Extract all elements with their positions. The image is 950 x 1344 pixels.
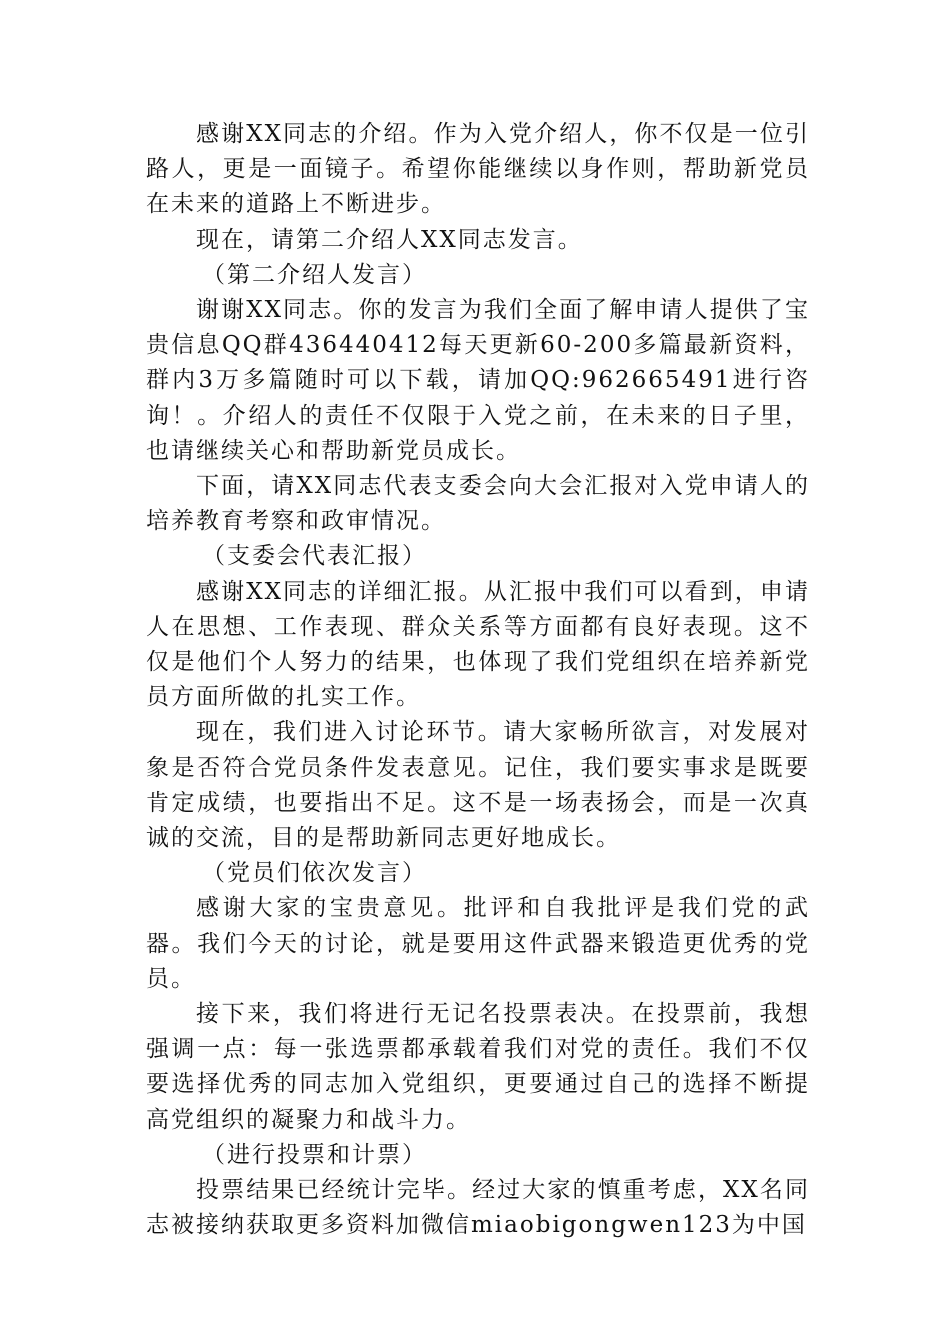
paragraph-vote-result: 投票结果已经统计完毕。经过大家的慎重考虑，XX名同志被接纳获取更多资料加微信miaobigongwen123为中国 (146, 1177, 810, 1239)
stage-direction-members-speak: （党员们依次发言） (202, 860, 427, 887)
stage-direction-voting: （进行投票和计票） (202, 1141, 427, 1168)
paragraph-invite-second-introducer: 现在，请第二介绍人XX同志发言。 (196, 226, 583, 253)
document-body (146, 117, 810, 1244)
stage-direction-committee-report: （支委会代表汇报） (202, 543, 427, 570)
paragraph-thanks-second-introducer: 谢谢XX同志。你的发言为我们全面了解申请人提供了宝贵信息QQ群436440412每天更新60-200多篇最新资料，群内3万多篇随时可以下载，请加QQ:962665491进行咨询！。介绍人的责任不仅限于入党之前，在未来的日子里，也请继续关心和帮助新党员成长。 (146, 297, 810, 464)
paragraph-thanks-introduction: 感谢XX同志的介绍。作为入党介绍人，你不仅是一位引路人，更是一面镜子。希望你能继续以身作则，帮助新党员在未来的道路上不断进步。 (146, 121, 810, 218)
paragraph-invite-committee-report: 下面，请XX同志代表支委会向大会汇报对入党申请人的培养教育考察和政审情况。 (146, 473, 810, 535)
paragraph-discussion: 现在，我们进入讨论环节。请大家畅所欲言，对发展对象是否符合党员条件发表意见。记住，我们要实事求是既要肯定成绩，也要指出不足。这不是一场表扬会，而是一次真诚的交流，目的是帮助新同志更好地成长。 (146, 719, 810, 852)
paragraph-voting: 接下来，我们将进行无记名投票表决。在投票前，我想强调一点：每一张选票都承载着我们对党的责任。我们不仅要选择优秀的同志加入党组织，更要通过自己的选择不断提高党组织的凝聚力和战斗力。 (146, 1001, 810, 1133)
paragraph-thanks-committee-report: 感谢XX同志的详细汇报。从汇报中我们可以看到，申请人在思想、工作表现、群众关系等方面都有良好表现。这不仅是他们个人努力的结果，也体现了我们党组织在培养新党员方面所做的扎实工作。 (146, 578, 810, 711)
stage-direction-second-introducer: （第二介绍人发言） (202, 261, 427, 288)
paragraph-criticism: 感谢大家的宝贵意见。批评和自我批评是我们党的武器。我们今天的讨论，就是要用这件武器来锻造更优秀的党员。 (146, 895, 810, 992)
